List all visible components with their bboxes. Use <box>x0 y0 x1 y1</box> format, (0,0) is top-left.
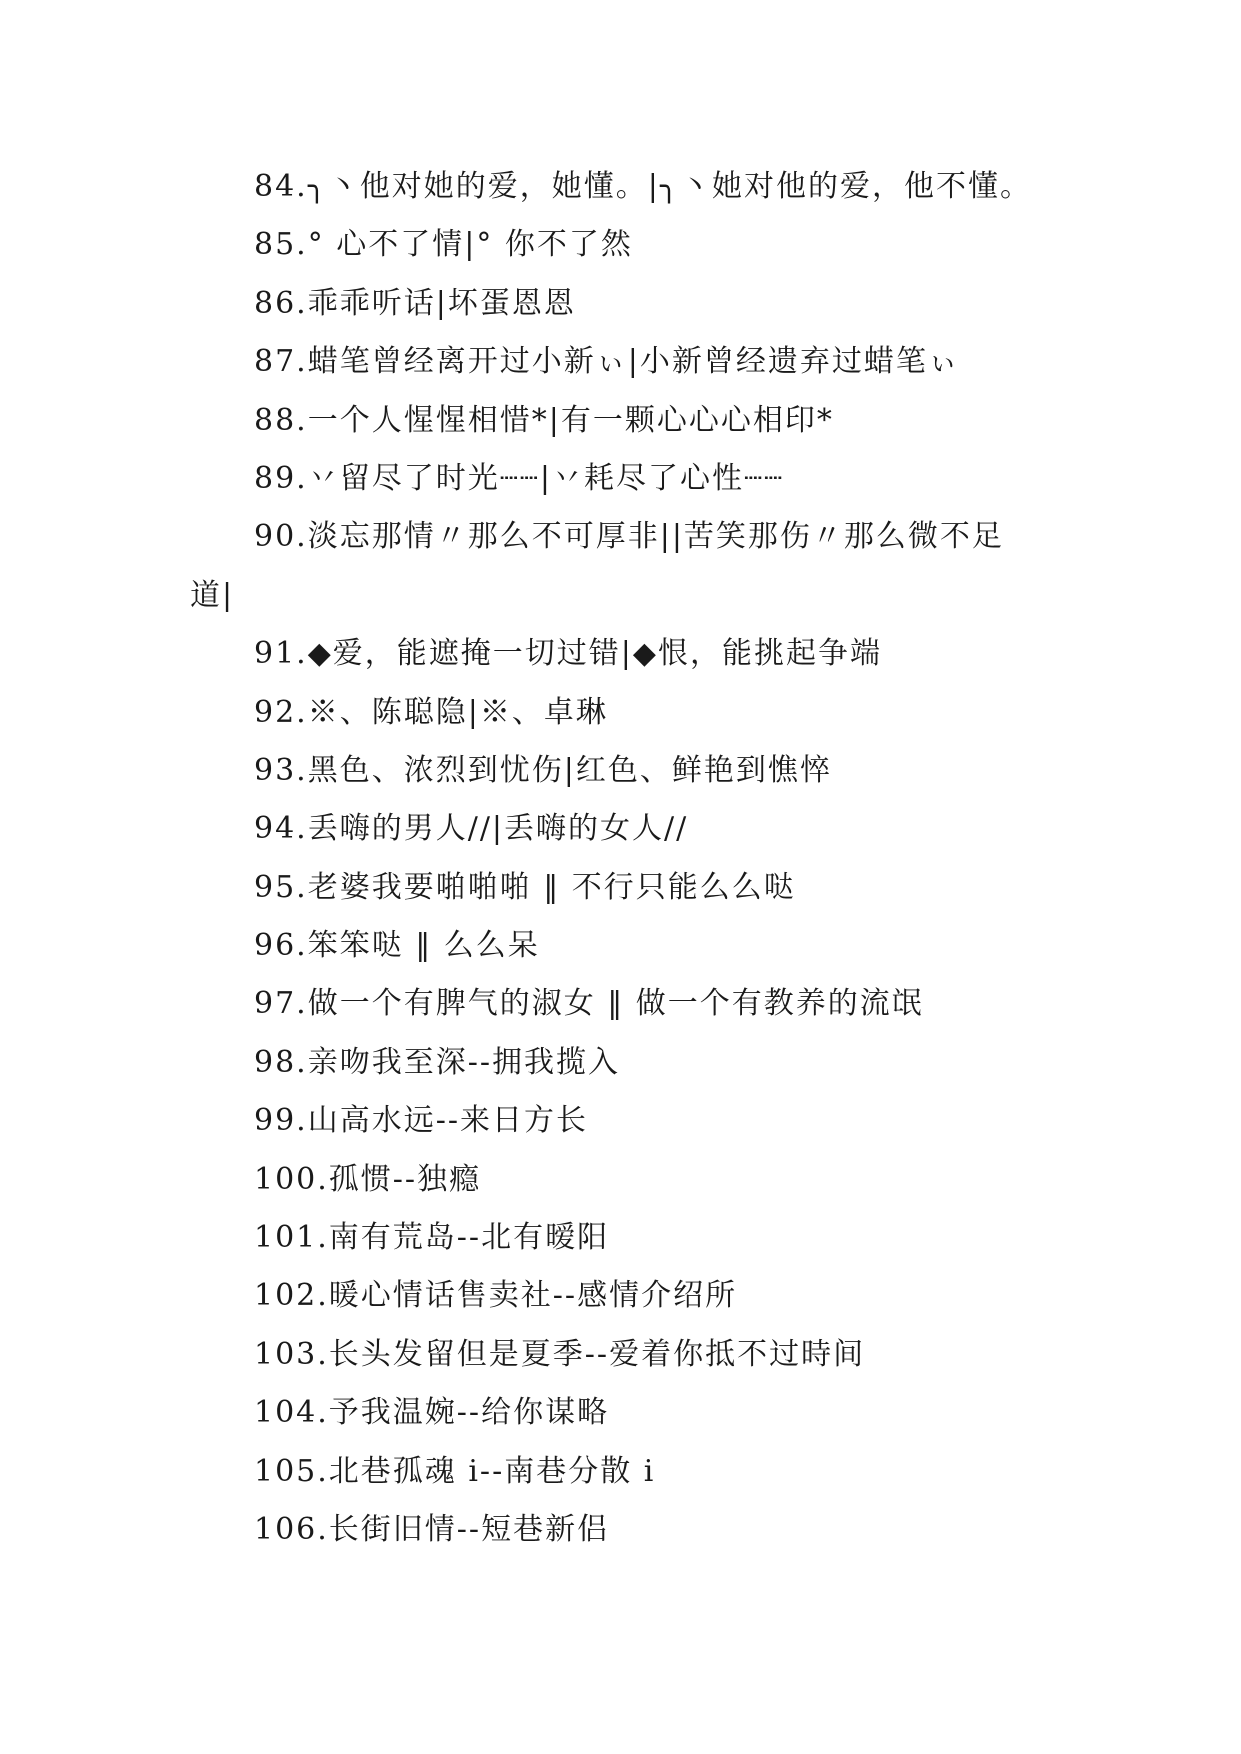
list-item: 91.◆爱，能遮掩一切过错|◆恨，能挑起争端 <box>254 636 882 672</box>
document-body <box>190 158 1050 1559</box>
list-item: 105.北巷孤魂 i--南巷分散 i <box>254 1453 656 1489</box>
list-item: 94.丢嗨的男人//|丢嗨的女人// <box>254 811 689 847</box>
list-item: 99.山高水远--来日方长 <box>254 1103 588 1139</box>
list-item: 97.做一个有脾气的淑女 ‖ 做一个有教养的流氓 <box>254 986 924 1022</box>
list-item: 93.黑色、浓烈到忧伤|红色、鲜艳到憔悴 <box>254 752 832 788</box>
list-item: 98.亲吻我至深--拥我揽入 <box>254 1044 620 1080</box>
list-item: 95.老婆我要啪啪啪 ‖ 不行只能么么哒 <box>254 869 796 905</box>
list-item: 102.暖心情话售卖社--感情介绍所 <box>254 1278 738 1314</box>
list-item: 87.蜡笔曾经离开过小新ぃ|小新曾经遗弃过蜡笔ぃ <box>254 344 960 380</box>
list-item: 104.予我温婉--给你谋略 <box>254 1395 610 1431</box>
list-item: 89.丷留尽了时光┈┈|丷耗尽了心性┈┈ <box>254 460 785 496</box>
list-item: 90.淡忘那情〃那么不可厚非||苦笑那伤〃那么微不足 <box>254 519 1004 555</box>
list-item: 106.长街旧情--短巷新侣 <box>254 1511 610 1547</box>
list-item: 96.笨笨哒 ‖ 么么呆 <box>254 928 540 964</box>
list-item: 92.※、陈聪隐|※、卓琳 <box>254 694 608 730</box>
list-item: 88.一个人惺惺相惜*|有一颗心心心相印* <box>254 402 834 438</box>
list-item: 101.南有荒岛--北有暧阳 <box>254 1220 610 1256</box>
list-item: 100.孤惯--独瘾 <box>254 1161 482 1197</box>
list-item: 84.╮丶他对她的爱，她懂。|╮丶她对他的爱，他不懂。 <box>254 169 1032 204</box>
list-item: 86.乖乖听话|坏蛋恩恩 <box>254 285 576 321</box>
list-item: 103.长头发留但是夏季--爱着你抵不过時间 <box>254 1336 866 1372</box>
list-item: 85.° 心不了情|° 你不了然 <box>254 227 633 263</box>
list-item-continuation: 道| <box>190 577 235 613</box>
